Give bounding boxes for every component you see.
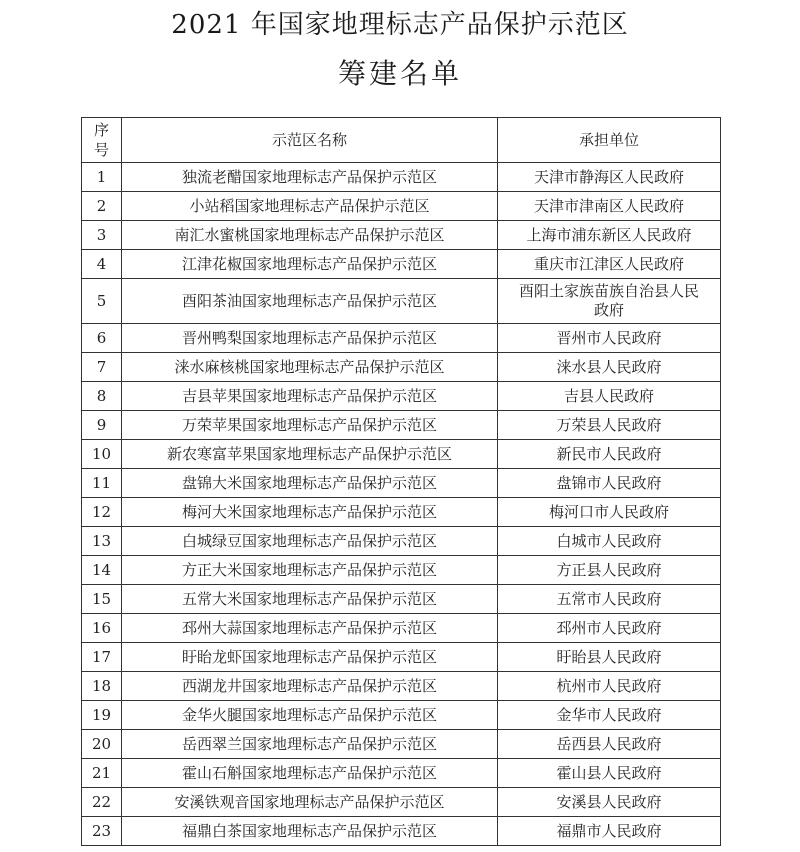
zone-name: 盘锦大米国家地理标志产品保护示范区 <box>122 469 498 498</box>
row-index: 22 <box>82 788 122 817</box>
document-subtitle: 筹建名单 <box>337 57 462 90</box>
zone-name: 小站稻国家地理标志产品保护示范区 <box>122 192 498 221</box>
table-row <box>82 643 721 672</box>
row-index: 14 <box>82 556 122 585</box>
responsible-unit: 上海市浦东新区人民政府 <box>498 221 721 250</box>
zone-name: 白城绿豆国家地理标志产品保护示范区 <box>122 527 498 556</box>
responsible-unit: 天津市静海区人民政府 <box>498 163 721 192</box>
row-index: 20 <box>82 730 122 759</box>
responsible-unit: 晋州市人民政府 <box>498 324 721 353</box>
zone-name: 五常大米国家地理标志产品保护示范区 <box>122 585 498 614</box>
responsible-unit: 酉阳土家族苗族自治县人民政府 <box>498 279 721 324</box>
zone-name: 安溪铁观音国家地理标志产品保护示范区 <box>122 788 498 817</box>
zone-name: 邳州大蒜国家地理标志产品保护示范区 <box>122 614 498 643</box>
table-row <box>82 279 721 324</box>
table-row <box>82 192 721 221</box>
responsible-unit: 盘锦市人民政府 <box>498 469 721 498</box>
table-row <box>82 250 721 279</box>
responsible-unit: 岳西县人民政府 <box>498 730 721 759</box>
responsible-unit: 福鼎市人民政府 <box>498 817 721 846</box>
zone-name: 霍山石斛国家地理标志产品保护示范区 <box>122 759 498 788</box>
table-row <box>82 469 721 498</box>
responsible-unit: 方正县人民政府 <box>498 556 721 585</box>
zone-name: 岳西翠兰国家地理标志产品保护示范区 <box>122 730 498 759</box>
responsible-unit: 梅河口市人民政府 <box>498 498 721 527</box>
zone-name: 福鼎白茶国家地理标志产品保护示范区 <box>122 817 498 846</box>
table-row <box>82 382 721 411</box>
responsible-unit: 金华市人民政府 <box>498 701 721 730</box>
responsible-unit: 盱眙县人民政府 <box>498 643 721 672</box>
row-index: 6 <box>82 324 122 353</box>
table-row <box>82 817 721 846</box>
responsible-unit: 五常市人民政府 <box>498 585 721 614</box>
table-header-row <box>82 118 721 163</box>
row-index: 17 <box>82 643 122 672</box>
zone-name: 独流老醋国家地理标志产品保护示范区 <box>122 163 498 192</box>
table-row <box>82 163 721 192</box>
responsible-unit: 涞水县人民政府 <box>498 353 721 382</box>
table-row <box>82 440 721 469</box>
row-index: 15 <box>82 585 122 614</box>
responsible-unit: 邳州市人民政府 <box>498 614 721 643</box>
responsible-unit: 万荣县人民政府 <box>498 411 721 440</box>
table-row <box>82 730 721 759</box>
zone-name: 方正大米国家地理标志产品保护示范区 <box>122 556 498 585</box>
table-row <box>82 788 721 817</box>
row-index: 10 <box>82 440 122 469</box>
responsible-unit: 重庆市江津区人民政府 <box>498 250 721 279</box>
responsible-unit: 安溪县人民政府 <box>498 788 721 817</box>
zone-name: 盱眙龙虾国家地理标志产品保护示范区 <box>122 643 498 672</box>
row-index: 12 <box>82 498 122 527</box>
zone-name: 新农寒富苹果国家地理标志产品保护示范区 <box>122 440 498 469</box>
responsible-unit: 霍山县人民政府 <box>498 759 721 788</box>
table-row <box>82 498 721 527</box>
row-index: 3 <box>82 221 122 250</box>
row-index: 16 <box>82 614 122 643</box>
demonstration-zone-table <box>81 117 721 846</box>
table-row <box>82 527 721 556</box>
table-row <box>82 585 721 614</box>
zone-name: 酉阳茶油国家地理标志产品保护示范区 <box>122 279 498 324</box>
header-zone-name: 示范区名称 <box>122 118 498 163</box>
table-row <box>82 672 721 701</box>
zone-name: 南汇水蜜桃国家地理标志产品保护示范区 <box>122 221 498 250</box>
row-index: 21 <box>82 759 122 788</box>
responsible-unit: 新民市人民政府 <box>498 440 721 469</box>
row-index: 13 <box>82 527 122 556</box>
zone-name: 涞水麻核桃国家地理标志产品保护示范区 <box>122 353 498 382</box>
responsible-unit: 吉县人民政府 <box>498 382 721 411</box>
row-index: 18 <box>82 672 122 701</box>
table-row <box>82 556 721 585</box>
table-row <box>82 701 721 730</box>
table-row <box>82 324 721 353</box>
table-row <box>82 614 721 643</box>
responsible-unit: 天津市津南区人民政府 <box>498 192 721 221</box>
row-index: 19 <box>82 701 122 730</box>
document-title: 2021 年国家地理标志产品保护示范区 <box>171 10 629 40</box>
responsible-unit: 杭州市人民政府 <box>498 672 721 701</box>
header-index-label: 序号 <box>94 121 110 159</box>
row-index: 7 <box>82 353 122 382</box>
row-index: 11 <box>82 469 122 498</box>
header-index <box>82 118 122 163</box>
table-row <box>82 759 721 788</box>
table-row <box>82 353 721 382</box>
zone-name: 吉县苹果国家地理标志产品保护示范区 <box>122 382 498 411</box>
zone-name: 万荣苹果国家地理标志产品保护示范区 <box>122 411 498 440</box>
zone-name: 金华火腿国家地理标志产品保护示范区 <box>122 701 498 730</box>
table-row <box>82 411 721 440</box>
row-index: 9 <box>82 411 122 440</box>
row-index: 5 <box>82 279 122 324</box>
row-index: 23 <box>82 817 122 846</box>
table-row <box>82 221 721 250</box>
row-index: 2 <box>82 192 122 221</box>
zone-name: 梅河大米国家地理标志产品保护示范区 <box>122 498 498 527</box>
row-index: 8 <box>82 382 122 411</box>
responsible-unit: 白城市人民政府 <box>498 527 721 556</box>
header-responsible-unit: 承担单位 <box>498 118 721 163</box>
zone-name: 晋州鸭梨国家地理标志产品保护示范区 <box>122 324 498 353</box>
row-index: 1 <box>82 163 122 192</box>
zone-name: 江津花椒国家地理标志产品保护示范区 <box>122 250 498 279</box>
zone-name: 西湖龙井国家地理标志产品保护示范区 <box>122 672 498 701</box>
row-index: 4 <box>82 250 122 279</box>
